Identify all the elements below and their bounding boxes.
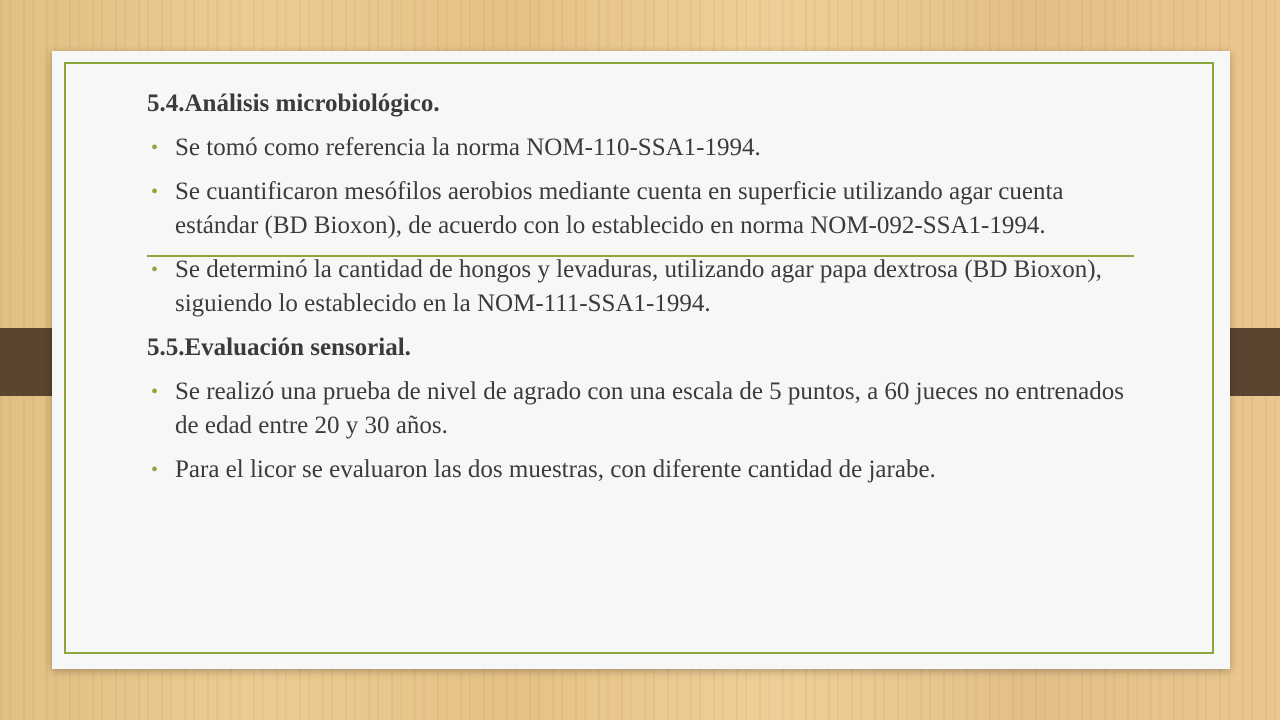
bullet-text: Se realizó una prueba de nivel de agrado con una escala de 5 puntos, a 60 jueces no entrenados de edad entre 20 y 30 años. (175, 378, 1124, 439)
slide-card (52, 51, 1230, 669)
bullet-item (147, 453, 1147, 487)
bullet-item (147, 375, 1147, 443)
bullet-text: Se cuantificaron mesófilos aerobios mediante cuenta en superficie utilizando agar cuenta estándar (BD Bioxon), de acuerdo con lo establecido en norma NOM-092-SSA1-1994. (175, 178, 1064, 239)
bullet-text: Se determinó la cantidad de hongos y levaduras, utilizando agar papa dextrosa (BD Bioxon), siguiendo lo establecido en la NOM-111-SSA1-1994. (175, 256, 1102, 317)
bullet-icon: • (151, 181, 159, 203)
section-heading-sensory: 5.5.Evaluación sensorial. (147, 334, 411, 361)
bullet-icon: • (151, 459, 159, 481)
bullet-icon: • (151, 259, 159, 281)
bullet-item (147, 253, 1147, 321)
bullet-icon: • (151, 381, 159, 403)
bullet-item (147, 131, 1147, 165)
bullet-item (147, 175, 1147, 243)
bullet-text: Para el licor se evaluaron las dos muestras, con diferente cantidad de jarabe. (175, 456, 936, 483)
slide-content (147, 87, 1147, 497)
bullet-text: Se tomó como referencia la norma NOM-110-SSA1-1994. (175, 134, 761, 161)
section-heading-microbiological: 5.4.Análisis microbiológico. (147, 90, 440, 117)
bullet-icon: • (151, 137, 159, 159)
